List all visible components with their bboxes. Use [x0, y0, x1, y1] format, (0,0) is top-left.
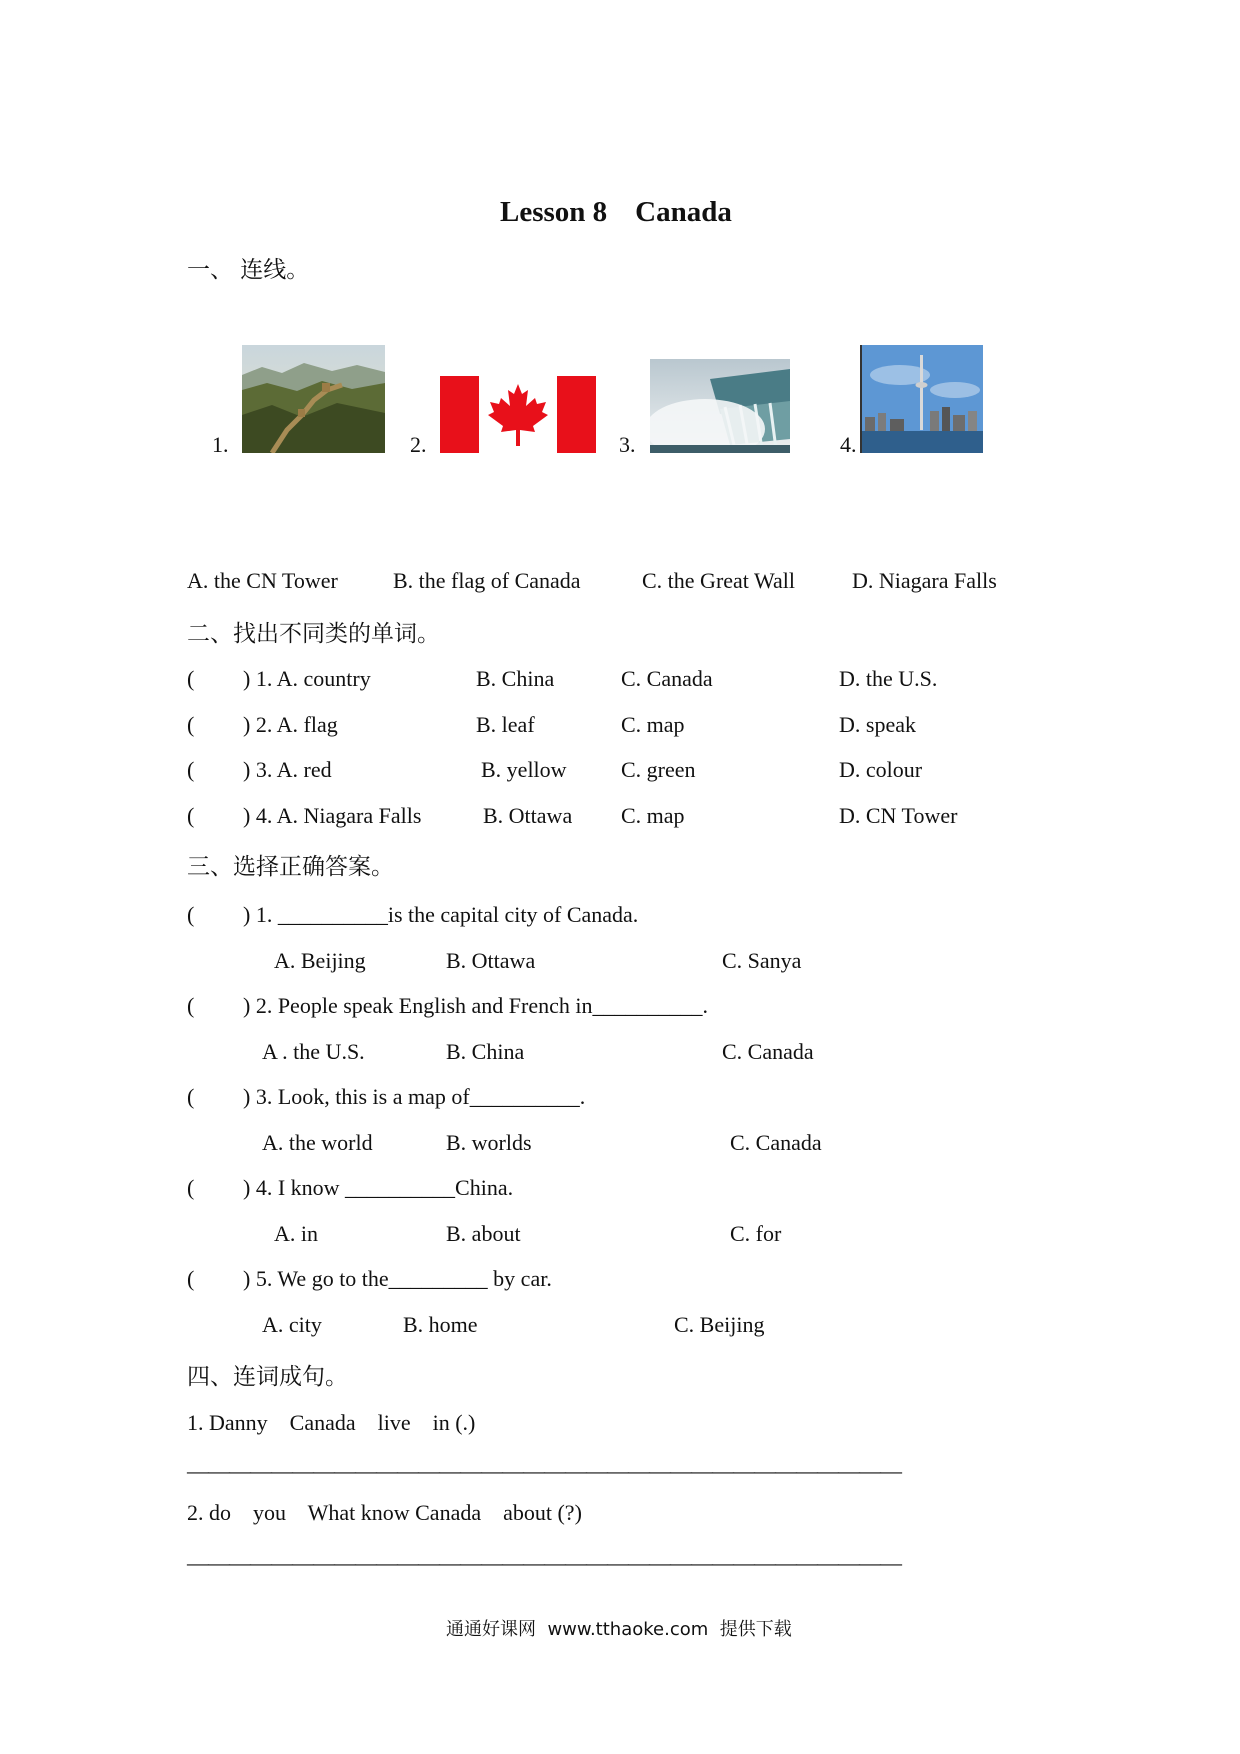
option-b: B. China [446, 1039, 525, 1064]
option-a: A . the U.S. [262, 1039, 365, 1064]
picture-number-3: 3. [619, 432, 636, 457]
section-4-heading: 四、连词成句。 [187, 1364, 348, 1390]
text-cursor [860, 345, 862, 453]
question-text: ) 3. A. red [243, 757, 332, 782]
question-text: ) 3. Look, this is a map of__________. [243, 1084, 586, 1109]
question-text: ) 4. I know __________China. [243, 1175, 514, 1200]
option-c: C. for [730, 1221, 782, 1246]
section-2-heading: 二、找出不同类的单词。 [187, 621, 440, 647]
option-b: B. worlds [446, 1130, 532, 1155]
option-c: C. map [621, 712, 685, 737]
question-text: ) 2. People speak English and French in__________. [243, 993, 708, 1018]
lesson-number: Lesson 8 [500, 196, 608, 228]
picture-number-1: 1. [212, 432, 229, 457]
answer-paren: ( [187, 1266, 195, 1291]
option-b: B. home [403, 1312, 478, 1337]
option-b: B. Ottawa [483, 803, 573, 828]
footer-source: 通通好课网 www.tthaoke.com 提供下载 [446, 1619, 792, 1640]
scrambled-words-1: 1. Danny Canada live in (.) [187, 1410, 476, 1435]
answer-paren: ( [187, 993, 195, 1018]
answer-paren: ( [187, 1084, 195, 1109]
lesson-topic: Canada [635, 196, 732, 228]
question-text: ) 4. A. Niagara Falls [243, 803, 422, 828]
question-text: ) 5. We go to the_________ by car. [243, 1266, 552, 1291]
question-text: ) 2. A. flag [243, 712, 338, 737]
option-b: B. about [446, 1221, 521, 1246]
answer-paren: ( [187, 666, 195, 691]
option-a: A. the world [262, 1130, 373, 1155]
answer-line-1: —————————————————————————————————— [187, 1458, 901, 1483]
match-option-b: B. the flag of Canada [393, 568, 581, 593]
option-c: C. Canada [722, 1039, 814, 1064]
option-a: A. in [274, 1221, 318, 1246]
option-b: B. yellow [481, 757, 567, 782]
picture-number-4: 4. [840, 432, 857, 457]
cn-tower-photo [860, 345, 983, 453]
question-text: ) 1. __________is the capital city of Canada. [243, 902, 639, 927]
option-d: D. colour [839, 757, 923, 782]
answer-paren: ( [187, 902, 195, 927]
question-text: ) 1. A. country [243, 666, 371, 691]
great-wall-photo [242, 345, 385, 453]
option-a: A. Beijing [274, 948, 366, 973]
option-c: C. Sanya [722, 948, 802, 973]
canada-flag-icon [440, 376, 596, 453]
option-b: B. China [476, 666, 555, 691]
answer-paren: ( [187, 1175, 195, 1200]
match-option-d: D. Niagara Falls [852, 568, 997, 593]
picture-number-2: 2. [410, 432, 427, 457]
option-c: C. Canada [621, 666, 713, 691]
option-a: A. city [262, 1312, 322, 1337]
option-c: C. Canada [730, 1130, 822, 1155]
option-b: B. leaf [476, 712, 535, 737]
match-option-c: C. the Great Wall [642, 568, 796, 593]
section-1-heading: 一、 连线。 [187, 257, 310, 283]
answer-paren: ( [187, 803, 195, 828]
scrambled-words-2: 2. do you What know Canada about (?) [187, 1500, 582, 1525]
answer-line-2: —————————————————————————————————— [187, 1550, 901, 1575]
option-d: D. CN Tower [839, 803, 958, 828]
option-b: B. Ottawa [446, 948, 536, 973]
answer-paren: ( [187, 712, 195, 737]
section-3-heading: 三、选择正确答案。 [187, 854, 394, 880]
option-c: C. Beijing [674, 1312, 765, 1337]
option-c: C. green [621, 757, 696, 782]
option-d: D. speak [839, 712, 916, 737]
option-c: C. map [621, 803, 685, 828]
option-d: D. the U.S. [839, 666, 938, 691]
match-option-a: A. the CN Tower [187, 568, 338, 593]
page-title [500, 196, 732, 229]
answer-paren: ( [187, 757, 195, 782]
niagara-falls-photo [650, 359, 790, 453]
